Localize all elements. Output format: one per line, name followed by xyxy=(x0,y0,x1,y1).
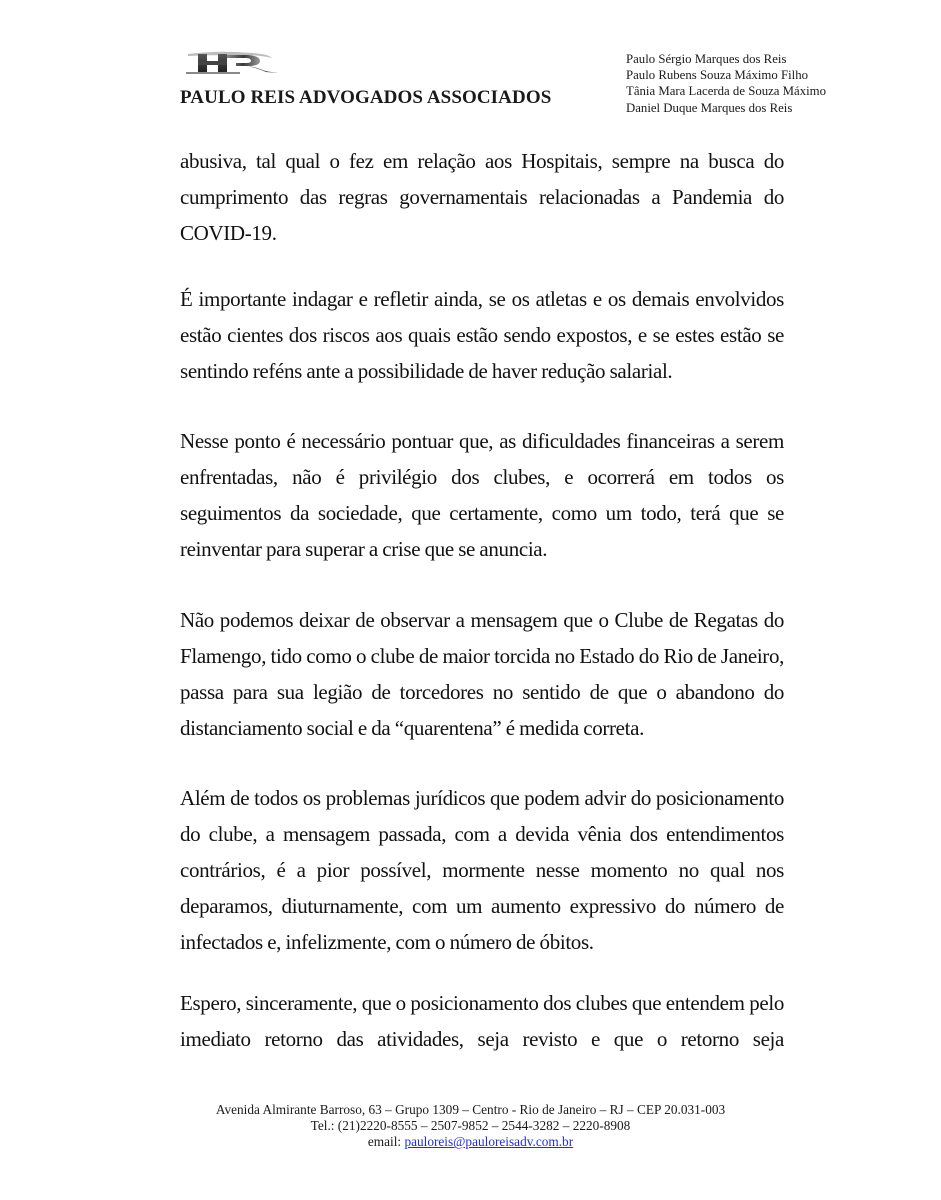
partner-name: Tânia Mara Lacerda de Souza Máximo xyxy=(626,84,827,99)
paragraph: Espero, sinceramente, que o posicionamento dos clubes que entendem pelo imediato retorno das atividades, seja revisto e que o retorno seja xyxy=(180,991,784,1051)
letter-footer xyxy=(0,1102,941,1150)
partner-name: Paulo Sérgio Marques dos Reis xyxy=(626,52,787,66)
paragraph: Além de todos os problemas jurídicos que podem advir do posicionamento do clube, a mensagem passada, com a devida vênia dos entendimentos contrários, é a pior possível, mormente nesse momento no qual nos deparamos, diuturnamente, com um aumento expressivo do número de infectados e, infelizmente, com o número de óbitos. xyxy=(180,786,784,954)
letter-body xyxy=(180,0,784,1085)
firm-name: PAULO REIS ADVOGADOS ASSOCIADOS xyxy=(180,87,552,108)
footer-email-line xyxy=(0,1134,941,1150)
footer-address: Avenida Almirante Barroso, 63 – Grupo 1309 – Centro - Rio de Janeiro – RJ – CEP 20.031-003 xyxy=(215,1102,726,1117)
partner-name: Paulo Rubens Souza Máximo Filho xyxy=(626,68,808,83)
partner-name: Daniel Duque Marques dos Reis xyxy=(626,100,793,115)
email-link[interactable]: pauloreis@pauloreisadv.com.br xyxy=(404,1134,574,1149)
paragraph: É importante indagar e refletir ainda, se os atletas e os demais envolvidos estão cientes dos riscos aos quais estão sendo expostos, e se estes estão se sentindo reféns ante a possibilidade de haver redução salarial. xyxy=(180,287,784,383)
paragraph: abusiva, tal qual o fez em relação aos Hospitais, sempre na busca do cumprimento das regras governamentais relacionadas a Pandemia do COVID-19. xyxy=(180,149,784,245)
footer-email-label: email: xyxy=(367,1134,405,1149)
footer-phone: Tel.: (21)2220-8555 – 2507-9852 – 2544-3282 – 2220-8908 xyxy=(310,1118,631,1133)
paragraph: Nesse ponto é necessário pontuar que, as dificuldades financeiras a serem enfrentadas, não é privilégio dos clubes, e ocorrerá em todos os seguimentos da sociedade, que certamente, como um todo, terá que se reinventar para superar a crise que se anuncia. xyxy=(180,429,784,561)
paragraph: Não podemos deixar de observar a mensagem que o Clube de Regatas do Flamengo, tido como o clube de maior torcida no Estado do Rio de Janeiro, passa para sua legião de torcedores no sentido de que o abandono do distanciamento social e da “quarentena” é medida correta. xyxy=(180,608,784,740)
